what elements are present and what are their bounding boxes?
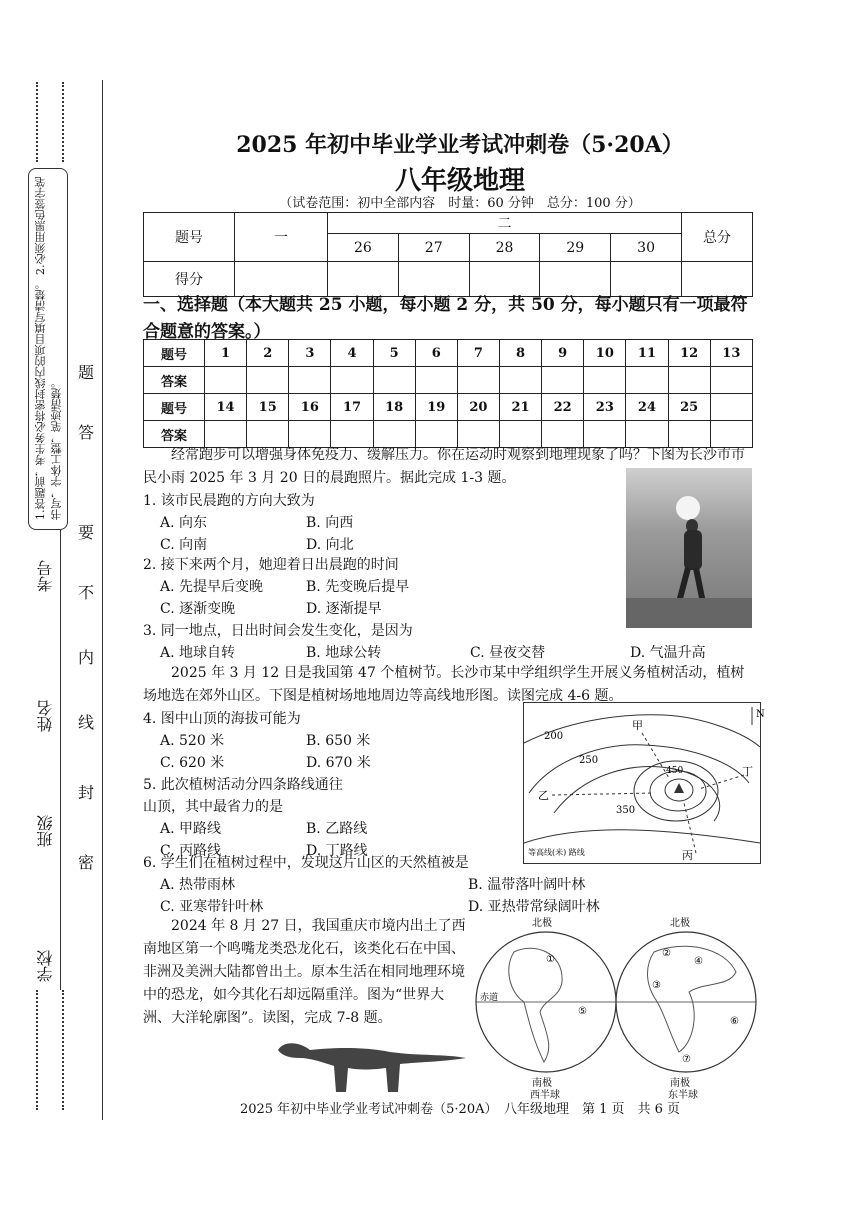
seal-4: 不	[78, 583, 95, 602]
runner-silhouette-icon	[626, 468, 752, 628]
qnum: 9	[542, 340, 584, 367]
answer-row-numbers-1	[144, 340, 753, 367]
marker-7: ⑦	[682, 1054, 691, 1065]
qnum: 13	[710, 340, 752, 367]
score-th-total: 总分	[682, 213, 753, 262]
qnum: 23	[584, 394, 626, 421]
qnum: 18	[373, 394, 415, 421]
q5-option-d[interactable]: D. 丁路线	[306, 843, 368, 859]
contour-lines-icon	[524, 703, 765, 863]
passage-3: 2024 年 8 月 27 日，我国重庆市境内出土了西南地区第一个鸣嘴龙类恐龙化石，该类化石在中国、非洲及美洲大陆都曾出土。原本生活在相同地理环境中的恐龙，如今其化石却远隔重洋。图为“世界大洲、大洋轮廓图”。读图，完成 7-8 题。	[143, 918, 466, 1026]
score-q28: 28	[469, 234, 540, 262]
q1-option-a[interactable]: A. 向东	[160, 515, 208, 531]
exam-subtitle: 八年级地理	[394, 166, 525, 196]
globe-south-pole-e: 南极	[670, 1078, 690, 1089]
q5-stem-2: 山顶，其中最省力的是	[143, 799, 283, 815]
q5-option-c[interactable]: C. 丙路线	[160, 843, 222, 859]
contour-map	[523, 702, 765, 864]
seal-line	[102, 80, 103, 1120]
section1-heading: 一、选择题（本大题共 25 小题，每小题 2 分，共 50 分，每小题只有一项最符合题意的答案。）	[143, 295, 748, 342]
binding-dots-top	[36, 82, 64, 162]
seal-8: 密	[78, 853, 95, 872]
q6-option-c[interactable]: C. 亚寒带针叶林	[160, 899, 264, 915]
qnum: 20	[457, 394, 499, 421]
score-q26: 26	[328, 234, 399, 262]
seal-3: 要	[78, 523, 95, 542]
answer-table	[143, 339, 753, 448]
qnum: 5	[373, 340, 415, 367]
qnum: 19	[415, 394, 457, 421]
qnum: 14	[205, 394, 247, 421]
q4-option-b[interactable]: B. 650 米	[306, 733, 371, 749]
answer-cell[interactable]	[289, 367, 331, 394]
q1-stem: 1. 该市民晨跑的方向大致为	[143, 493, 315, 509]
margin-label-class: 班级	[36, 815, 55, 847]
q6-option-a[interactable]: A. 热带雨林	[160, 877, 236, 893]
score-th-2: 二	[328, 213, 682, 234]
answer-cell[interactable]	[247, 367, 289, 394]
answer-cell[interactable]	[626, 367, 668, 394]
hemisphere-globes-icon	[474, 912, 764, 1102]
binding-dots-bottom	[36, 990, 64, 1110]
margin-binding	[0, 70, 105, 1120]
empty-cell	[710, 394, 752, 421]
q6-option-d[interactable]: D. 亚热带常绿阔叶林	[468, 899, 600, 915]
q2-option-b[interactable]: B. 先变晚后提早	[306, 579, 410, 595]
q1-option-d[interactable]: D. 向北	[306, 537, 354, 553]
qnum: 10	[584, 340, 626, 367]
exam-scope: （试卷范围：初中全部内容 时量：60 分钟 总分：100 分）	[279, 196, 641, 211]
globe-south-pole-w: 南极	[532, 1078, 552, 1089]
qnum: 15	[247, 394, 289, 421]
answer-cell[interactable]	[499, 367, 541, 394]
dinosaur-illustration	[270, 1028, 470, 1098]
qnum: 12	[668, 340, 710, 367]
answer-cell[interactable]	[373, 367, 415, 394]
contour-label-200: 200	[544, 731, 564, 742]
score-q29: 29	[540, 234, 611, 262]
q3-option-d[interactable]: D. 气温升高	[630, 645, 706, 661]
score-q27: 27	[398, 234, 469, 262]
q2-option-a[interactable]: A. 先提早后变晚	[160, 579, 264, 595]
q2-option-c[interactable]: C. 逐渐变晚	[160, 601, 236, 617]
answer-cell[interactable]	[457, 367, 499, 394]
page-footer: 2025 年初中毕业学业考试冲刺卷（5·20A） 八年级地理 第 1 页 共 6 页	[239, 1102, 681, 1117]
answer-row-1	[144, 367, 753, 394]
qnum: 2	[247, 340, 289, 367]
notice-box	[28, 168, 68, 530]
globe-north-pole-w: 北极	[532, 918, 552, 929]
qnum: 17	[331, 394, 373, 421]
map-legend: 等高线(米) 路线	[528, 848, 585, 857]
marker-4: ④	[694, 956, 703, 967]
q3-option-c[interactable]: C. 昼夜交替	[470, 645, 546, 661]
row-label: 题号	[144, 340, 205, 367]
route-yi-label: 乙	[538, 789, 549, 802]
qnum: 24	[626, 394, 668, 421]
north-arrow-label: N	[756, 709, 765, 720]
score-row-label: 得分	[144, 262, 235, 297]
answer-cell[interactable]	[542, 367, 584, 394]
score-table	[143, 212, 753, 297]
answer-cell[interactable]	[331, 367, 373, 394]
equator-label: 赤道	[480, 993, 499, 1003]
world-map-globes	[474, 912, 764, 1102]
dinosaur-icon	[270, 1028, 470, 1098]
marker-2: ②	[662, 948, 671, 959]
seal-7: 封	[78, 783, 95, 802]
score-th-1: 一	[235, 213, 328, 262]
qnum: 4	[331, 340, 373, 367]
q6-option-b[interactable]: B. 温带落叶阔叶林	[468, 877, 586, 893]
seal-1: 答	[78, 423, 95, 442]
q1-option-c[interactable]: C. 向南	[160, 537, 208, 553]
answer-cell[interactable]	[205, 367, 247, 394]
margin-underline	[60, 530, 61, 990]
seal-5: 内	[78, 648, 95, 667]
marker-5: ⑤	[578, 1006, 587, 1017]
q3-option-a[interactable]: A. 地球自转	[160, 645, 236, 661]
route-ding-label: 丁	[742, 765, 753, 778]
route-jia-label: 甲	[632, 719, 643, 732]
q4-option-d[interactable]: D. 670 米	[306, 755, 371, 771]
notice-text: 1.答题前，考生务必将密封线内的项目填写清楚。 2.必须用黑色签字笔书写，字体工整，笔迹清楚。	[34, 176, 63, 520]
margin-label-school: 学校	[36, 950, 55, 982]
row-label: 题号	[144, 394, 205, 421]
qnum: 8	[499, 340, 541, 367]
q2-option-d[interactable]: D. 逐渐提早	[306, 601, 382, 617]
q5-option-b[interactable]: B. 乙路线	[306, 821, 368, 837]
q1-option-b[interactable]: B. 向西	[306, 515, 354, 531]
qnum: 21	[499, 394, 541, 421]
margin-label-name: 姓名	[36, 700, 55, 732]
score-th-label: 题号	[144, 213, 235, 262]
q2-stem: 2. 接下来两个月，她迎着日出晨跑的时间	[143, 557, 399, 573]
contour-label-250: 250	[579, 755, 599, 766]
marker-1: ①	[546, 954, 555, 965]
qnum: 25	[668, 394, 710, 421]
qnum: 16	[289, 394, 331, 421]
answer-cell[interactable]	[710, 367, 752, 394]
seal-2: 题	[78, 363, 95, 382]
western-hemisphere-label: 西半球	[530, 1090, 560, 1101]
qnum: 3	[289, 340, 331, 367]
margin-label-exam-no: 考号	[36, 560, 55, 592]
q4-option-a[interactable]: A. 520 米	[160, 733, 225, 749]
answer-cell[interactable]	[415, 367, 457, 394]
answer-label: 答案	[144, 367, 205, 394]
marker-6: ⑥	[730, 1016, 739, 1027]
q4-option-c[interactable]: C. 620 米	[160, 755, 225, 771]
q4-stem: 4. 图中山顶的海拔可能为	[143, 711, 301, 727]
qnum: 11	[626, 340, 668, 367]
qnum: 22	[542, 394, 584, 421]
score-q30: 30	[611, 234, 682, 262]
q5-stem-1: 5. 此次植树活动分四条路线通往	[143, 777, 343, 793]
qnum: 7	[457, 340, 499, 367]
answer-cell[interactable]	[584, 367, 626, 394]
passage-2: 2025 年 3 月 12 日是我国第 47 个植树节。长沙市某中学组织学生开展义务植树活动，植树场地选在郊外山区。下图是植树场地地周边等高线地形图。读图完成 4-6 题。	[143, 665, 745, 704]
morning-run-photo	[626, 468, 752, 628]
q3-stem: 3. 同一地点，日出时间会发生变化，是因为	[143, 623, 413, 639]
answer-cell[interactable]	[668, 367, 710, 394]
q5-option-a[interactable]: A. 甲路线	[160, 821, 222, 837]
answer-label: 答案	[144, 421, 205, 448]
answer-row-numbers-2	[144, 394, 753, 421]
globe-north-pole-e: 北极	[670, 918, 690, 929]
contour-label-450: 450	[666, 766, 684, 776]
passage-1: 经常跑步可以增强身体免疫力、缓解压力。你在运动时观察到地理现象了吗？下图为长沙市市民小雨 2025 年 3 月 20 日的晨跑照片。据此完成 1-3 题。	[143, 447, 745, 486]
qnum: 1	[205, 340, 247, 367]
marker-3: ③	[652, 980, 661, 991]
route-bing-label: 丙	[682, 849, 693, 862]
seal-6: 线	[78, 713, 95, 732]
q6-stem: 6. 学生们在植树过程中，发现这片山区的天然植被是	[143, 855, 469, 871]
contour-label-350: 350	[616, 805, 636, 816]
eastern-hemisphere-label: 东半球	[668, 1090, 698, 1101]
exam-title: 2025 年初中毕业学业考试冲刺卷（5·20A）	[236, 132, 684, 158]
q3-option-b[interactable]: B. 地球公转	[306, 645, 382, 661]
qnum: 6	[415, 340, 457, 367]
